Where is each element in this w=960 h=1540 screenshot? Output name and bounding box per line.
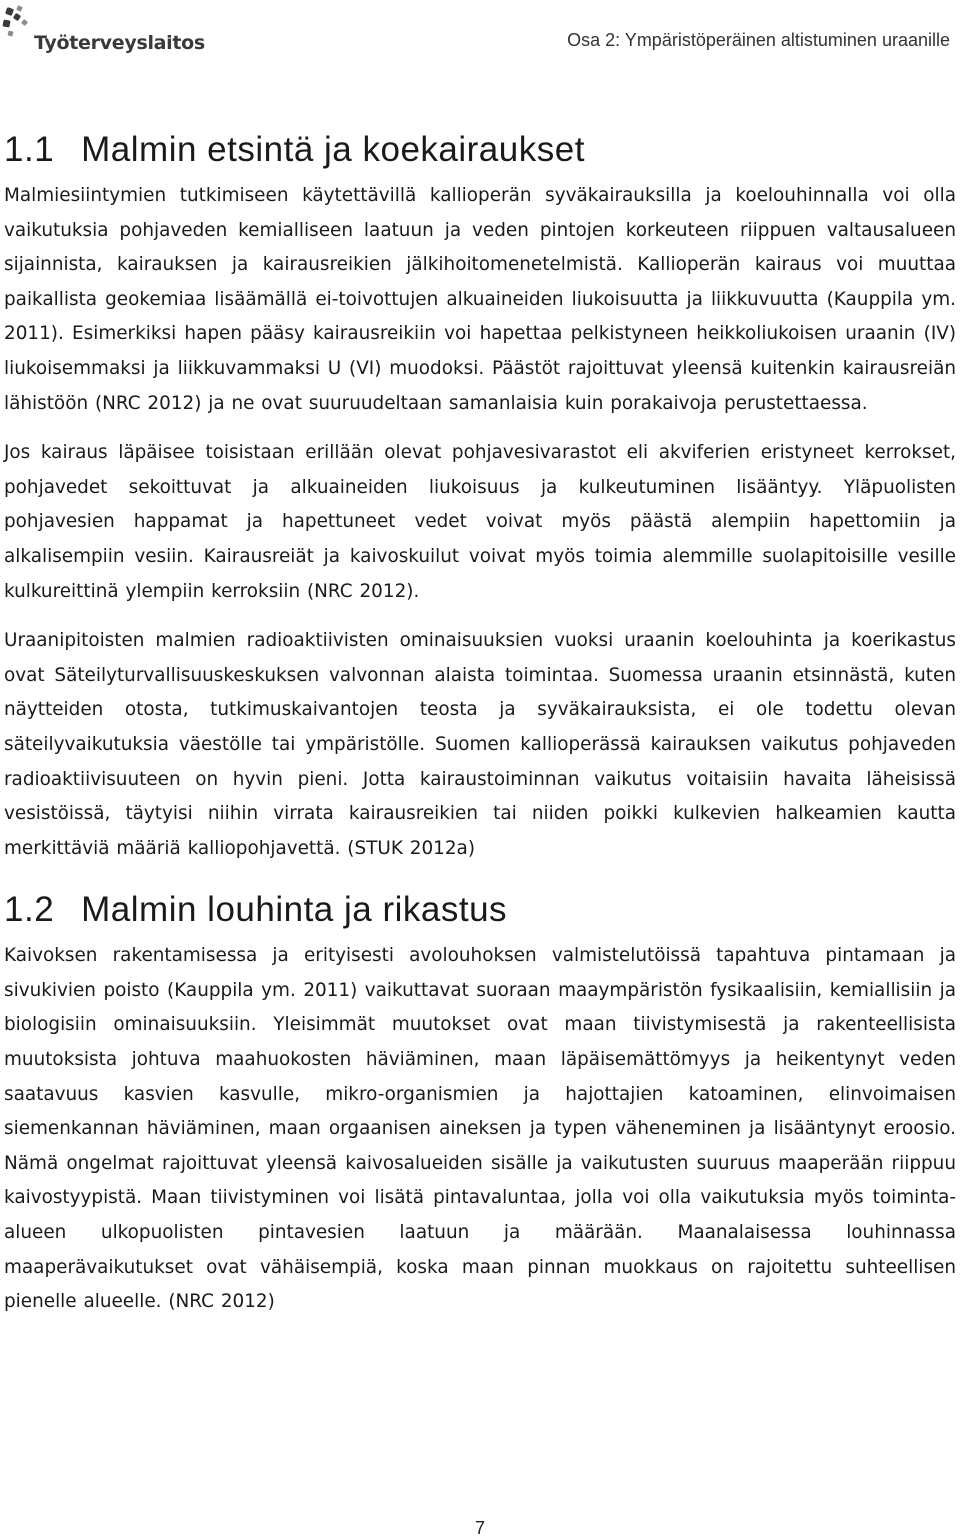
document-body	[4, 128, 956, 1335]
paragraph: Uraanipitoisten malmien radioaktiivisten ominaisuuksien vuoksi uraanin koelouhinta ja koerikastus ovat Säteilyturvallisuuskeskuksen valvonnan alaista toimintaa. Suomessa uraanin etsinnästä, kuten näytteiden otosta, tutkimuskaivantojen teosta ja syväkairauksista, ei ole todettu olevan säteilyvaikutuksia väestölle tai ympäristölle. Suomen kallioperässä kairauksen vaikutus pohjaveden radioaktiivisuuteen on hyvin pieni. Jotta kairaustoiminnan vaikutus voitaisiin havaita läheisissä vesistöissä, täytyisi niihin virrata kairausreikien tai niiden poikki kulkevien halkeamien kautta merkittäviä määriä kalliopohjavettä. (STUK 2012a)	[4, 630, 956, 859]
paragraph: Jos kairaus läpäisee toisistaan erillään olevat pohjavesivarastot eli akviferien eristyneet kerrokset, pohjavedet sekoittuvat ja alkuaineiden liukoisuus ja kulkeutuminen lisääntyy. Yläpuolisten pohjavesien happamat ja hapettuneet vedet voivat myös päästä alempiin hapettomiin ja alkalisempiin vesiin. Kairausreiät ja kaivoskuilut voivat myös toimia alemmille suolapitoisille vesille kulkureittinä ylempiin kerroksiin (NRC 2012).	[4, 442, 956, 602]
paragraph: Malmiesiintymien tutkimiseen käytettävillä kallioperän syväkairauksilla ja koelouhinnalla voi olla vaikutuksia pohjaveden kemialliseen laatuun ja veden pintojen korkeuteen riippuen valtausalueen sijainnista, kairauksen ja kairausreikien jälkihoitomenetelmistä. Kallioperän kairaus voi muuttaa paikallista geokemiaa lisäämällä ei-toivottujen alkuaineiden liukoisuutta ja liikkuvuutta (Kauppila ym. 2011). Esimerkiksi hapen pääsy kairausreikiin voi hapettaa pelkistyneen heikkoliukoisen uraanin (IV) liukoisemmaksi ja liikkuvammaksi U (VI) muodoksi. Päästöt rajoittuvat yleensä kuitenkin kairausreiän lähistöön (NRC 2012) ja ne ovat suuruudeltaan samanlaisia kuin porakaivoja perustettaessa.	[4, 185, 956, 414]
page-header	[0, 0, 960, 60]
paragraph: Kaivoksen rakentamisessa ja erityisesti avolouhoksen valmistelutöissä tapahtuva pintamaan ja sivukivien poisto (Kauppila ym. 2011) vaikuttavat suoraan maaympäristön fysikaalisiin, kemiallisiin ja biologisiin ominaisuuksiin. Yleisimmät muutokset ovat maan tiivistymisestä ja rakenteellisista muutoksista johtuva maahuokosten häviäminen, maan läpäisemättömyys ja heikentynyt veden saatavuus kasvien kasvulle, mikro-organismien ja hajottajien katoaminen, elinvoimaisen siemenkannan häviäminen, maan orgaanisen aineksen ja typen väheneminen ja lisääntynyt eroosio. Nämä ongelmat rajoittuvat yleensä kaivosalueiden sisälle ja vaikutusten suuruus maaperään riippuu kaivostyypistä. Maan tiivistyminen voi lisätä pintavaluntaa, jolla voi olla vaikutuksia myös toiminta-alueen ulkopuolisten pintavesien laatuun ja määrään. Maanalaisessa louhinnassa maaperävaikutukset ovat vähäisempiä, koska maan pinnan muokkaus on rajoitettu suhteellisen pienelle alueelle. (NRC 2012)	[4, 945, 956, 1313]
section-running-header: Osa 2: Ympäristöperäinen altistuminen uraanille	[567, 30, 950, 50]
section-title: Malmin louhinta ja rikastus	[81, 890, 508, 930]
tyoterveyslaitos-logo	[2, 4, 205, 56]
section-title: Malmin etsintä ja koekairaukset	[81, 130, 585, 169]
page-number: 7	[474, 1518, 485, 1538]
section-number: 1.2	[4, 890, 55, 930]
section-heading	[4, 888, 956, 932]
logo-text: Työterveyslaitos	[34, 32, 205, 54]
section-number: 1.1	[4, 130, 55, 169]
section-heading	[4, 128, 956, 172]
